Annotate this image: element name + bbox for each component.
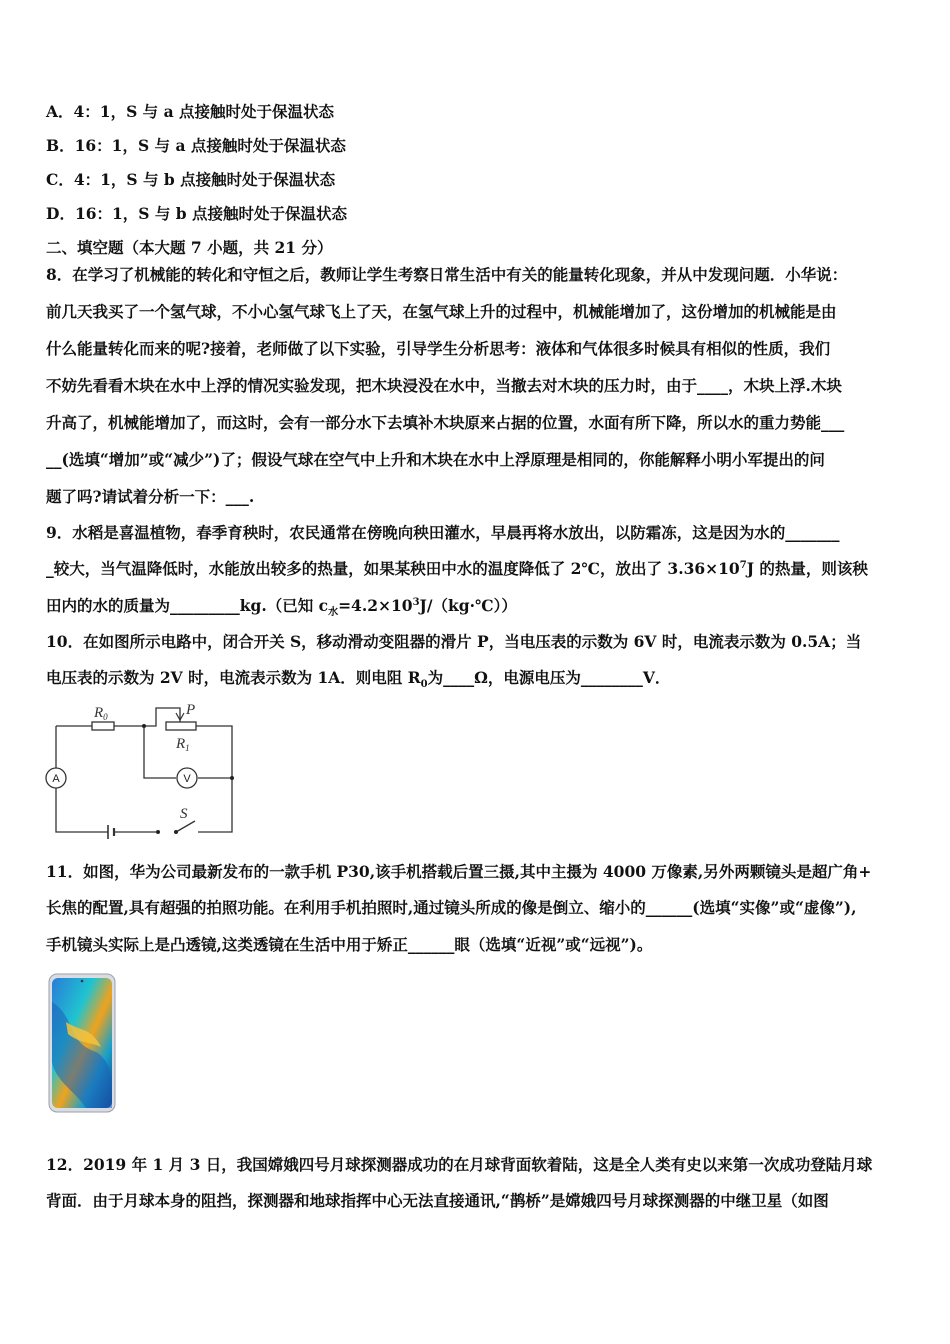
q8-line: 不妨先看看木块在水中上浮的情况实验发现，把木块浸没在水中，当撤去对木块的压力时，由于____，木块上浮.木块 bbox=[46, 376, 842, 395]
q7-option-b: B．16：1，S 与 a 点接触时处于保温状态 bbox=[46, 136, 346, 155]
q12-line: 12．2019 年 1 月 3 日，我国嫦娥四号月球探测器成功的在月球背面软着陆，这是全人类有史以来第一次成功登陆月球 bbox=[46, 1155, 873, 1174]
label-p: P bbox=[186, 702, 196, 718]
q9-line: _较大，当气温降低时，水能放出较多的热量，如果某秧田中水的温度降低了 2℃，放出了 $3.36\times 10^7J$ 的热量，则该秧 bbox=[46, 559, 868, 578]
q11-line: 长焦的配置,具有超强的拍照功能。在利用手机拍照时,通过镜头所成的像是倒立、缩小的______(选填“实像”或“虚像”), bbox=[46, 898, 857, 917]
q9-line: 田内的水的质量为_________kg.（已知 $c_水=4.2\times 10^3J/(kg\cdot℃)$） bbox=[46, 596, 517, 619]
q7-option-d: D．16：1，S 与 b 点接触时处于保温状态 bbox=[46, 204, 348, 223]
q9-line: 9．水稻是喜温植物，春季育秧时，农民通常在傍晚向秧田灌水，早晨再将水放出，以防霜冻，这是因为水的_______ bbox=[46, 523, 840, 542]
label-r1: $R_1$ bbox=[176, 736, 190, 753]
switch-terminal bbox=[156, 830, 160, 834]
phone-image bbox=[46, 972, 118, 1114]
ammeter-label: A bbox=[52, 773, 60, 785]
junction-dot bbox=[230, 776, 234, 780]
q10-line: 电压表的示数为 2V 时，电流表示数为 1A．则电阻 $R_0$为____Ω，电源电压为________V． bbox=[46, 668, 671, 691]
q8-line: __(选填“增加”或“减少”)了；假设气球在空气中上升和木块在水中上浮原理是相同的，你能解释小明小军提出的问 bbox=[46, 450, 825, 469]
q10-line: 10．在如图所示电路中，闭合开关 S，移动滑动变阻器的滑片 P，当电压表的示数为 6V 时，电流表示数为 0.5A；当 bbox=[46, 632, 862, 651]
q8-line: 8．在学习了机械能的转化和守恒之后，教师让学生考察日常生活中有关的能量转化现象，并从中发现问题．小华说： bbox=[46, 265, 848, 284]
junction-dot bbox=[142, 724, 146, 728]
circuit-diagram bbox=[40, 700, 250, 840]
label-r0: $R_0$ bbox=[94, 705, 108, 722]
q8-line: 什么能量转化而来的呢?接着，老师做了以下实验，引导学生分析思考：液体和气体很多时候具有相似的性质，我们 bbox=[46, 339, 831, 358]
q12-line: 背面．由于月球本身的阻挡，探测器和地球指挥中心无法直接通讯,“鹊桥”是嫦娥四号月球探测器的中继卫星（如图 bbox=[46, 1191, 829, 1210]
q8-line: 升高了，机械能增加了，而这时，会有一部分水下去填补木块原来占据的位置，水面有所下降，所以水的重力势能___ bbox=[46, 413, 845, 432]
q8-line: 题了吗?请试着分析一下：___. bbox=[46, 487, 255, 506]
q11-line: 手机镜头实际上是凸透镜,这类透镜在生活中用于矫正______眼（选填“近视”或“远视”)。 bbox=[46, 935, 653, 954]
q11-line: 11．如图，华为公司最新发布的一款手机 P30,该手机搭载后置三摄,其中主摄为 4000 万像素,另外两颗镜头是超广角+ bbox=[46, 862, 872, 881]
label-switch: S bbox=[180, 806, 188, 822]
section-heading: 二、填空题（本大题 7 小题，共 21 分） bbox=[46, 238, 333, 257]
q7-option-c: C．4：1，S 与 b 点接触时处于保温状态 bbox=[46, 170, 336, 189]
q8-line: 前几天我买了一个氢气球，不小心氢气球飞上了天，在氢气球上升的过程中，机械能增加了，这份增加的机械能是由 bbox=[46, 302, 837, 321]
voltmeter-label: V bbox=[183, 773, 191, 785]
q7-option-a: A．4：1，S 与 a 点接触时处于保温状态 bbox=[46, 102, 335, 121]
switch-terminal bbox=[174, 830, 178, 834]
